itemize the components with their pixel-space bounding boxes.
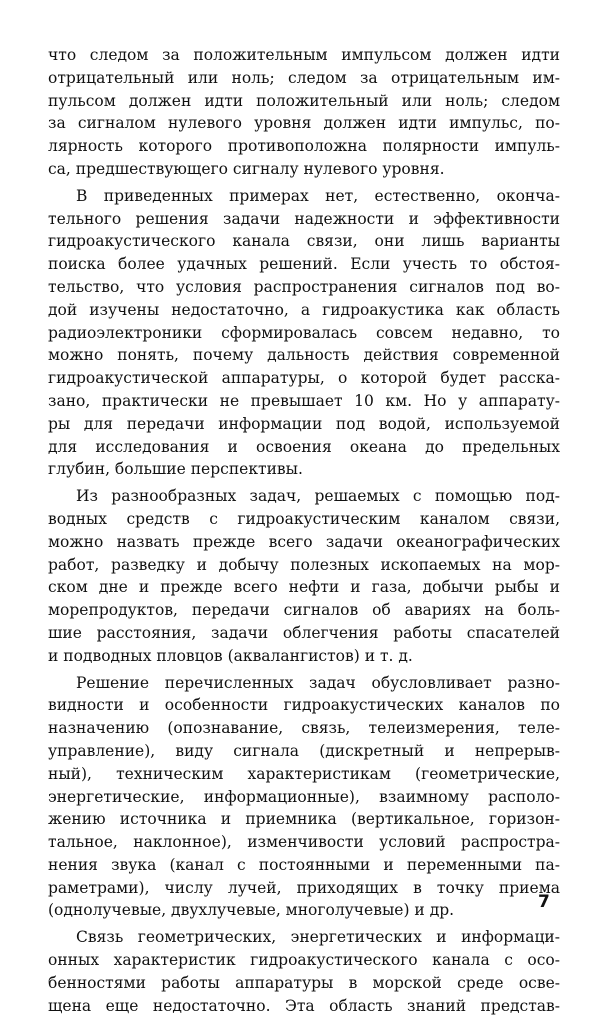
text-line: тельного решения задачи надежности и эффективности	[48, 209, 560, 228]
text-line: управление), виду сигнала (дискретный и непрерыв-	[48, 741, 560, 760]
text-line: гидроакустического канала связи, они лишь варианты	[48, 232, 560, 251]
text-line: тельство, что условия распространения сигналов под во-	[48, 277, 560, 296]
text-line: раметрами), числу лучей, приходящих в точку приема	[48, 878, 560, 897]
text-line: бенностями работы аппаратуры в морской среде осве-	[48, 973, 560, 992]
text-line: для исследования и освоения океана до предельных	[48, 437, 560, 456]
paragraph	[48, 485, 560, 667]
text-line: глубин, большие перспективы.	[48, 460, 303, 479]
text-line: работ, разведку и добычу полезных ископаемых на мор-	[48, 555, 560, 574]
text-line: за сигналом нулевого уровня должен идти импульс, по-	[48, 114, 560, 133]
paragraph	[48, 672, 560, 923]
text-line: Решение перечисленных задач обусловливает разно-	[76, 673, 560, 692]
text-line: жению источника и приемника (вертикальное, горизон-	[48, 810, 560, 829]
text-line: можно понять, почему дальность действия современной	[48, 346, 560, 365]
text-line: нения звука (канал с постоянными и переменными па-	[48, 855, 560, 874]
text-line: зано, практически не превышает 10 км. Но у аппарату-	[48, 391, 560, 410]
text-line: Из разнообразных задач, решаемых с помощью под-	[76, 487, 560, 506]
text-line: шие расстояния, задачи облегчения работы спасателей	[48, 623, 560, 642]
text-line: ный), техническим характеристикам (геометрические,	[48, 764, 560, 783]
paragraph	[48, 44, 560, 181]
text-line: дой изучены недостаточно, а гидроакустика как область	[48, 300, 560, 319]
text-line: морепродуктов, передачи сигналов об авариях на боль-	[48, 601, 560, 620]
text-line: водных средств с гидроакустическим каналом связи,	[48, 509, 560, 528]
text-line: и подводных пловцов (аквалангистов) и т. д.	[48, 646, 413, 665]
text-line: онных характеристик гидроакустического канала с осо-	[48, 951, 560, 970]
text-line: ском дне и прежде всего нефти и газа, добычи рыбы и	[48, 578, 560, 597]
text-line: щена еще недостаточно. Эта область знаний представ-	[48, 996, 560, 1015]
text-line: гидроакустической аппаратуры, о которой будет расска-	[48, 369, 560, 388]
text-line: Связь геометрических, энергетических и информаци-	[76, 928, 560, 947]
text-line: ры для передачи информации под водой, используемой	[48, 414, 560, 433]
text-line: отрицательный или ноль; следом за отрицательным им-	[48, 68, 560, 87]
paragraph	[48, 185, 560, 481]
text-line: назначению (опознавание, связь, телеизмерения, теле-	[48, 719, 560, 738]
text-line: тальное, наклонное), изменчивости условий распростра-	[48, 833, 560, 852]
text-line: поиска более удачных решений. Если учесть то обстоя-	[48, 255, 560, 274]
text-line: что следом за положительным импульсом должен идти	[48, 46, 560, 64]
paragraph	[48, 926, 560, 1017]
text-line: энергетические, информационные), взаимному располо-	[48, 787, 560, 806]
text-line: видности и особенности гидроакустических каналов по	[48, 696, 560, 715]
text-line: радиоэлектроники сформировалась совсем недавно, то	[48, 323, 560, 342]
text-line: (однолучевые, двухлучевые, многолучевые) и др.	[48, 901, 455, 920]
text-line: В приведенных примерах нет, естественно, оконча-	[76, 186, 560, 205]
text-line: лярность которого противоположна полярности импуль-	[48, 137, 560, 156]
text-line: можно назвать прежде всего задачи океанографических	[48, 532, 560, 551]
page-number: 7	[538, 892, 550, 912]
text-line: са, предшествующего сигналу нулевого уровня.	[48, 159, 445, 178]
page-body	[48, 44, 560, 1017]
text-line: пульсом должен идти положительный или ноль; следом	[48, 91, 560, 110]
